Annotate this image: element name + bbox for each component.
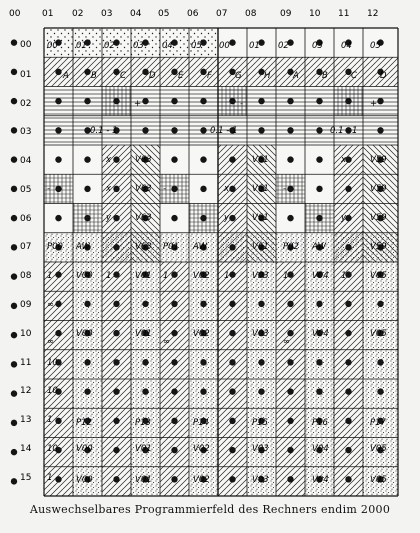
v-label: V03 <box>252 329 269 339</box>
row03-label: 0.1 - 1 <box>210 126 238 136</box>
plug-hole <box>345 156 351 162</box>
row01-letter: C <box>351 71 357 81</box>
plug-hole <box>171 301 177 307</box>
marker-ten: 10 <box>47 386 58 396</box>
p-label: AW <box>193 242 208 252</box>
plug-hole <box>200 215 206 221</box>
plug-hole <box>113 418 119 424</box>
column-label: 12 <box>367 9 379 19</box>
plug-hole <box>171 359 177 365</box>
row01-letter: G <box>235 71 242 81</box>
plug-hole <box>11 244 17 250</box>
plug-hole <box>11 390 17 396</box>
plug-hole <box>171 127 177 133</box>
figure-caption: Auswechselbares Programmierfeld des Rechners endim 2000 <box>29 503 391 516</box>
marker-one: 1 <box>47 271 53 281</box>
plug-hole <box>84 186 90 192</box>
marker-one: 1 <box>163 271 169 281</box>
v-label: V05 <box>370 329 387 339</box>
row01-letter: D <box>380 71 387 81</box>
plug-hole <box>84 301 90 307</box>
plug-hole <box>113 156 119 162</box>
plug-hole <box>55 69 61 75</box>
plug-hole <box>11 478 17 484</box>
row01-letter: D <box>149 71 156 81</box>
plug-hole <box>345 388 351 394</box>
plug-hole <box>316 156 322 162</box>
plug-hole <box>258 359 264 365</box>
row-label: 05 <box>20 185 32 195</box>
plug-hole <box>11 186 17 192</box>
v-label: V63 <box>135 184 152 194</box>
plug-hole <box>377 301 383 307</box>
v-label: V05 <box>370 475 387 485</box>
v-label: V02 <box>193 444 210 454</box>
plug-hole <box>55 271 61 277</box>
plug-hole <box>142 69 148 75</box>
marker-y: y <box>224 213 230 223</box>
plug-hole <box>11 39 17 45</box>
row01-region <box>44 57 398 86</box>
row01-letter: A <box>63 71 69 81</box>
v-label: V04 <box>312 444 329 454</box>
plug-hole <box>229 271 235 277</box>
p-label: P00 <box>47 242 63 252</box>
plug-hole <box>200 388 206 394</box>
marker-ten: 10 <box>47 358 58 368</box>
row-label: 11 <box>20 358 32 368</box>
v-label: V59 <box>370 213 387 223</box>
plug-hole <box>200 127 206 133</box>
plug-hole <box>171 186 177 192</box>
marker-one: 1 <box>283 271 289 281</box>
marker-plus: + <box>134 99 142 109</box>
plug-hole <box>258 98 264 104</box>
plug-hole <box>345 330 351 336</box>
plug-hole <box>11 361 17 367</box>
plug-hole <box>142 359 148 365</box>
plug-hole <box>287 330 293 336</box>
v-label: V00 <box>76 444 93 454</box>
plug-hole <box>316 359 322 365</box>
plug-hole <box>287 156 293 162</box>
row00-right-label: 00 <box>219 41 230 51</box>
p-label: AW <box>312 242 327 252</box>
plug-hole <box>55 215 61 221</box>
row-label: 08 <box>20 271 32 281</box>
v-label: V05 <box>370 444 387 454</box>
plug-hole <box>345 98 351 104</box>
plug-hole <box>200 301 206 307</box>
plug-hole <box>171 476 177 482</box>
row00-left-label: 01 <box>76 41 87 51</box>
plug-hole <box>142 388 148 394</box>
row00-right-label: 04 <box>341 41 352 51</box>
marker-minus: - <box>240 99 244 109</box>
plug-hole <box>229 39 235 45</box>
marker-y: y <box>341 213 347 223</box>
plug-hole <box>113 330 119 336</box>
marker-infinity: ∞ <box>47 337 55 347</box>
plug-hole <box>113 215 119 221</box>
v-label: V01 <box>135 475 152 485</box>
column-label: 02 <box>72 9 84 19</box>
plug-hole <box>171 271 177 277</box>
plug-hole <box>229 215 235 221</box>
row-label: 03 <box>20 127 32 137</box>
plug-hole <box>11 332 17 338</box>
row01-letter: A <box>293 71 299 81</box>
marker-minus: - <box>283 184 287 194</box>
plug-hole <box>345 215 351 221</box>
v-label: V01 <box>135 271 152 281</box>
plug-hole <box>345 447 351 453</box>
plug-hole <box>200 98 206 104</box>
plug-hole <box>171 330 177 336</box>
row01-letter: H <box>264 71 271 81</box>
plug-hole <box>84 215 90 221</box>
plug-hole <box>287 447 293 453</box>
p-label: P02 <box>283 242 299 252</box>
plug-hole <box>229 476 235 482</box>
row-label: 04 <box>20 156 32 166</box>
plug-hole <box>316 98 322 104</box>
marker-ten: 10 <box>47 444 58 454</box>
column-labels <box>9 9 378 19</box>
plug-hole <box>11 420 17 426</box>
plug-hole <box>345 418 351 424</box>
row00-left-label: 04 <box>162 41 173 51</box>
marker-plus: + <box>370 99 378 109</box>
plug-hole <box>200 69 206 75</box>
plug-hole <box>316 127 322 133</box>
p-label: AW <box>76 242 91 252</box>
p-label: V59 <box>370 242 387 252</box>
plug-hole <box>113 388 119 394</box>
v-label: V63 <box>135 155 152 165</box>
plug-hole <box>229 418 235 424</box>
plug-hole <box>258 127 264 133</box>
plug-hole <box>171 156 177 162</box>
column-label: 08 <box>245 9 257 19</box>
plug-hole <box>171 388 177 394</box>
plug-hole <box>171 418 177 424</box>
v-label: V00 <box>76 271 93 281</box>
plug-hole <box>229 388 235 394</box>
v-label: V01 <box>135 329 152 339</box>
plug-hole <box>171 447 177 453</box>
row01-letter: F <box>207 71 212 81</box>
column-label: 01 <box>42 9 54 19</box>
plug-hole <box>316 215 322 221</box>
marker-y: y <box>106 213 112 223</box>
row-label: 13 <box>20 415 32 425</box>
plug-hole <box>377 388 383 394</box>
v-label: V03 <box>252 271 269 281</box>
row00-right-label: 03 <box>312 41 323 51</box>
p-label: P01 <box>163 242 179 252</box>
v-label: V00 <box>76 329 93 339</box>
column-label: 10 <box>309 9 321 19</box>
p-label: P13 <box>135 418 151 428</box>
plug-hole <box>55 127 61 133</box>
v-label: V00 <box>76 475 93 485</box>
row00-left-label: 02 <box>104 41 115 51</box>
plug-hole <box>55 156 61 162</box>
plug-hole <box>11 273 17 279</box>
plug-hole <box>229 330 235 336</box>
marker-infinity: ∞ <box>163 337 171 347</box>
plug-hole <box>229 447 235 453</box>
row01-letter: C <box>120 71 126 81</box>
marker-minus: - <box>163 184 167 194</box>
row-label: 00 <box>20 40 32 50</box>
p-label: P12 <box>76 418 92 428</box>
plug-hole <box>316 388 322 394</box>
row03-label: 0.1 - 1 <box>90 126 118 136</box>
plug-hole <box>287 476 293 482</box>
plug-hole <box>287 388 293 394</box>
plug-hole <box>11 449 17 455</box>
plug-hole <box>84 156 90 162</box>
plug-hole <box>113 447 119 453</box>
plug-hole <box>84 388 90 394</box>
p-label: P16 <box>312 418 328 428</box>
plug-hole <box>113 98 119 104</box>
plug-hole <box>229 359 235 365</box>
marker-one: 1 <box>224 271 230 281</box>
plug-hole <box>55 476 61 482</box>
plug-hole <box>11 215 17 221</box>
plug-hole <box>287 186 293 192</box>
plug-hole <box>229 98 235 104</box>
column-label: 11 <box>338 9 350 19</box>
plug-hole <box>287 418 293 424</box>
plug-hole <box>316 301 322 307</box>
p-label: P17 <box>370 418 386 428</box>
column-label: 06 <box>187 9 199 19</box>
plug-hole <box>287 98 293 104</box>
column-label: 04 <box>130 9 142 19</box>
column-label: 07 <box>216 9 228 19</box>
row-label: 10 <box>20 329 32 339</box>
plug-hole <box>55 301 61 307</box>
plug-hole <box>171 215 177 221</box>
v-label: V04 <box>312 475 329 485</box>
row00-right-label: 05 <box>370 41 381 51</box>
p-label: P14 <box>193 418 209 428</box>
plug-hole <box>316 186 322 192</box>
plug-hole <box>113 186 119 192</box>
marker-x: x <box>341 155 347 165</box>
plug-hole <box>287 127 293 133</box>
marker-x: x <box>106 155 112 165</box>
plug-hole <box>84 359 90 365</box>
plug-hole <box>113 359 119 365</box>
v-label: V04 <box>312 329 329 339</box>
plug-hole <box>55 186 61 192</box>
plug-hole <box>113 476 119 482</box>
p-label: P15 <box>252 418 268 428</box>
plug-hole <box>55 330 61 336</box>
v-label: V02 <box>193 271 210 281</box>
plug-hole <box>142 127 148 133</box>
plug-hole <box>200 186 206 192</box>
plug-hole <box>345 244 351 250</box>
plug-hole <box>84 69 90 75</box>
plug-hole <box>258 301 264 307</box>
plug-hole <box>345 359 351 365</box>
row00-right-label: 02 <box>278 41 289 51</box>
plug-hole <box>287 215 293 221</box>
v-label: V59 <box>370 155 387 165</box>
column-label: 05 <box>158 9 170 19</box>
marker-x: x <box>224 184 230 194</box>
plug-hole <box>11 127 17 133</box>
plug-hole <box>229 244 235 250</box>
plug-hole <box>200 156 206 162</box>
plug-hole <box>113 301 119 307</box>
v-label: V59 <box>370 184 387 194</box>
row00-left-label: 03 <box>133 41 144 51</box>
plug-hole <box>287 301 293 307</box>
plug-hole <box>171 69 177 75</box>
marker-one: 1 <box>341 271 347 281</box>
plug-hole <box>345 186 351 192</box>
plug-hole <box>142 98 148 104</box>
row01-letter: B <box>322 71 328 81</box>
plug-hole <box>377 359 383 365</box>
plug-hole <box>142 301 148 307</box>
plug-hole <box>377 127 383 133</box>
plug-hole <box>287 359 293 365</box>
plug-hole <box>55 418 61 424</box>
v-label: V02 <box>193 329 210 339</box>
v-label: V63 <box>135 213 152 223</box>
row01-letter: B <box>91 71 97 81</box>
plug-hole <box>200 359 206 365</box>
row-label: 07 <box>20 242 32 252</box>
v-label: V02 <box>193 475 210 485</box>
plug-hole <box>229 156 235 162</box>
plug-hole <box>55 98 61 104</box>
plug-hole <box>345 301 351 307</box>
plug-hole <box>113 244 119 250</box>
plug-hole <box>11 156 17 162</box>
plug-hole <box>377 98 383 104</box>
plug-hole <box>229 186 235 192</box>
plug-hole <box>11 69 17 75</box>
row-label: 02 <box>20 99 32 109</box>
row-label: 09 <box>20 300 32 310</box>
column-label: 03 <box>101 9 113 19</box>
marker-one: 1 <box>47 415 53 425</box>
column-label: 00 <box>9 9 21 19</box>
marker-infinity: ∞ <box>47 300 55 310</box>
row00-left-label: 05 <box>191 41 202 51</box>
row00-left-label: 00 <box>47 41 58 51</box>
p-label: V63 <box>135 242 152 252</box>
plug-hole <box>171 98 177 104</box>
plug-hole <box>113 69 119 75</box>
marker-one: 1 <box>47 473 53 483</box>
v-label: V03 <box>252 475 269 485</box>
plug-hole <box>258 388 264 394</box>
v-label: V03 <box>252 444 269 454</box>
row-labels <box>20 40 32 483</box>
marker-one: 1 <box>106 271 112 281</box>
marker-infinity: ∞ <box>283 337 291 347</box>
marker-minus: - <box>47 184 51 194</box>
plug-hole <box>229 301 235 307</box>
v-label: V61 <box>252 213 269 223</box>
plug-hole <box>84 98 90 104</box>
v-label: V04 <box>312 271 329 281</box>
v-label: V61 <box>252 184 269 194</box>
plug-hole <box>113 271 119 277</box>
row03-label: 0.1 - 1 <box>330 126 358 136</box>
marker-x: x <box>106 184 112 194</box>
p-label: V61 <box>252 242 269 252</box>
plug-hole <box>345 476 351 482</box>
row07-region <box>44 233 398 262</box>
plug-hole <box>11 303 17 309</box>
row-label: 14 <box>20 444 32 454</box>
v-label: V01 <box>135 444 152 454</box>
row-label: 01 <box>20 70 32 80</box>
row-label: 12 <box>20 386 32 396</box>
row00-right-label: 01 <box>249 41 260 51</box>
plug-hole <box>11 98 17 104</box>
column-label: 09 <box>280 9 292 19</box>
row-label: 06 <box>20 214 32 224</box>
v-label: V05 <box>370 271 387 281</box>
row01-letter: E <box>178 71 184 81</box>
row-label: 15 <box>20 473 32 483</box>
v-label: V61 <box>252 155 269 165</box>
